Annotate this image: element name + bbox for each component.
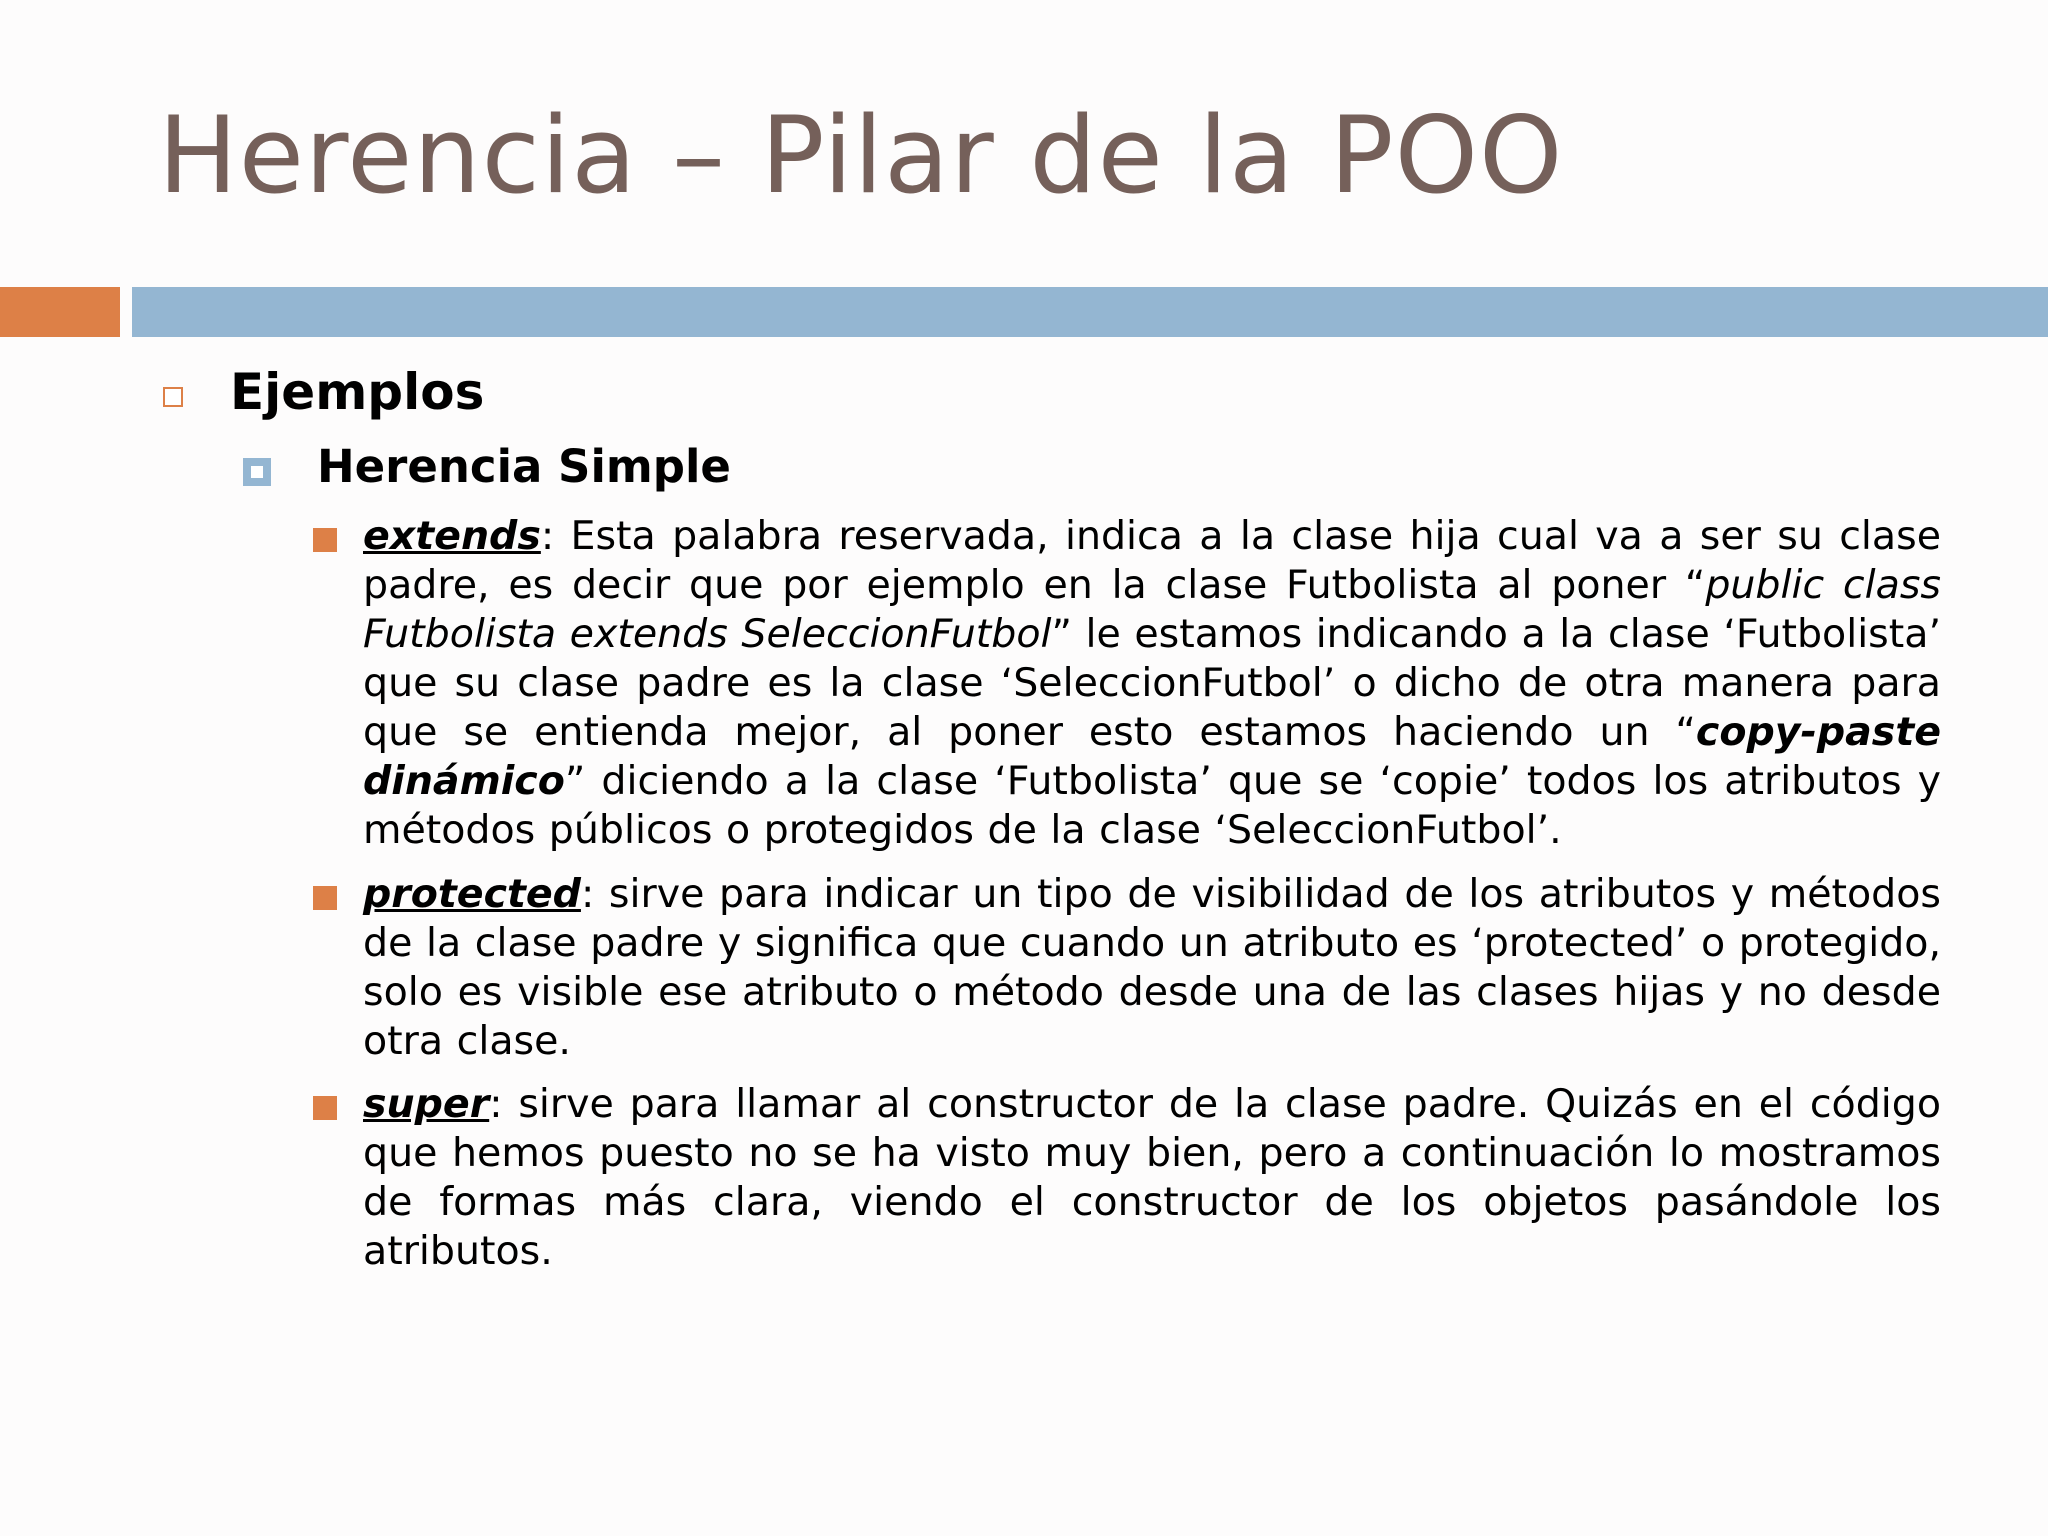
list-item-extends	[363, 512, 1941, 855]
accent-bar-blue	[132, 287, 2048, 337]
hollow-square-bullet-icon	[163, 387, 183, 407]
extends-text-2: ” le estamos indicando a la clase ‘Futbolista’ que su clase padre es la clase ‘SeleccionFutbol’ o dicho de otra manera para que se entienda mejor, al poner esto estamos haciendo un “	[363, 611, 1942, 755]
framed-square-bullet-icon	[243, 458, 271, 486]
heading-herencia-simple: Herencia Simple	[317, 440, 731, 493]
extends-text-3: ” diciendo a la clase ‘Futbolista’ que se ‘copie’ todos los atributos y métodos públicos o protegidos de la clase ‘SeleccionFutbol’.	[363, 758, 1941, 853]
keyword-protected: protected	[363, 871, 581, 917]
accent-bar-orange	[0, 287, 120, 337]
orange-square-bullet-icon	[313, 886, 337, 910]
slide-title: Herencia – Pilar de la POO	[158, 94, 1564, 217]
extends-text-1: : Esta palabra reservada, indica a la clase hija cual va a ser su clase padre, es decir que por ejemplo en la clase Futbolista al poner “	[363, 513, 1941, 608]
heading-ejemplos: Ejemplos	[230, 363, 485, 421]
extends-emphasis: copy-paste dinámico	[363, 709, 1941, 804]
keyword-super: super	[363, 1081, 490, 1127]
super-text: : sirve para llamar al constructor de la clase padre. Quizás en el código que hemos puesto no se ha visto muy bien, pero a continuación lo mostramos de formas más clara, viendo el constructor de los objetos pasándole los atributos.	[363, 1081, 1941, 1274]
list-item-super	[363, 1080, 1941, 1276]
protected-text: : sirve para indicar un tipo de visibilidad de los atributos y métodos de la clase padre y significa que cuando un atributo es ‘protected’ o protegido, solo es visible ese atributo o método desde una de las clases hijas y no desde otra clase.	[363, 871, 1941, 1064]
extends-code-sample: public class Futbolista extends SeleccionFutbol	[363, 562, 1941, 657]
list-item-protected	[363, 870, 1941, 1066]
keyword-extends: extends	[363, 513, 541, 559]
orange-square-bullet-icon	[313, 1096, 337, 1120]
orange-square-bullet-icon	[313, 528, 337, 552]
